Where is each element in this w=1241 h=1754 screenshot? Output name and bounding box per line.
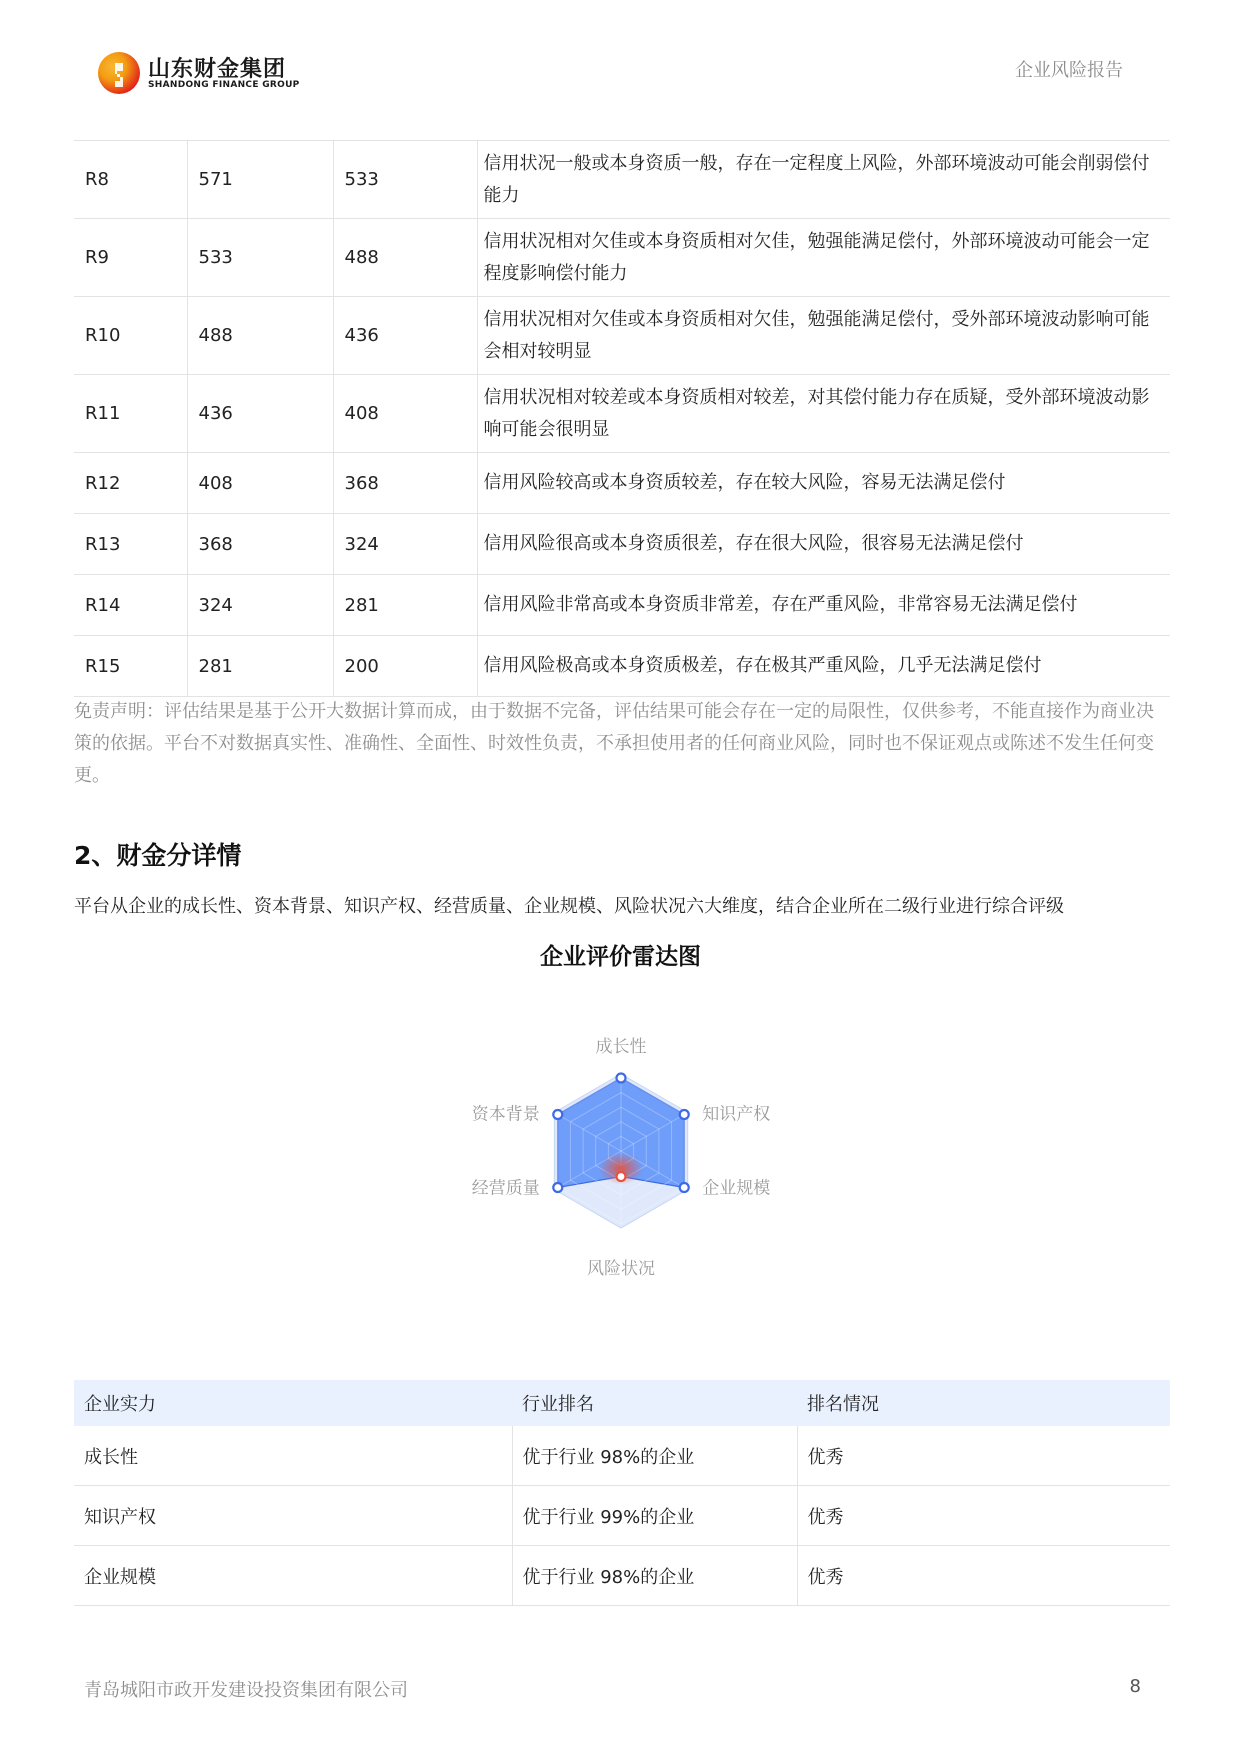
- report-title: 企业风险报告: [1015, 60, 1123, 81]
- section-description: 平台从企业的成长性、资本背景、知识产权、经营质量、企业规模、风险状况六大维度，结合企业所在二级行业进行综合评级: [74, 896, 1064, 917]
- company-logo: [98, 50, 398, 100]
- column-header: 排名情况: [797, 1380, 1170, 1426]
- column-header: 行业排名: [512, 1380, 797, 1426]
- radar-point: [617, 1074, 626, 1083]
- grade-cell: R9: [74, 219, 187, 297]
- credit-grade-table: [74, 140, 1170, 697]
- grade-cell: R13: [74, 514, 187, 575]
- chart-title: 企业评价雷达图: [540, 944, 701, 970]
- radar-axis-label: 资本背景: [471, 1104, 540, 1125]
- radar-point: [553, 1110, 562, 1119]
- table-row: [74, 1486, 1170, 1546]
- description-cell: 信用风险非常高或本身资质非常差，存在严重风险，非常容易无法满足偿付: [477, 575, 1170, 636]
- lower-score-cell: 324: [333, 514, 477, 575]
- radar-point: [680, 1110, 689, 1119]
- grade-cell: R12: [74, 453, 187, 514]
- table-row: [74, 1546, 1170, 1606]
- table-row: [74, 514, 1170, 575]
- ranking-table: [74, 1380, 1170, 1606]
- table-row: [74, 575, 1170, 636]
- upper-score-cell: 436: [187, 375, 333, 453]
- radar-axis-label: 成长性: [595, 1037, 647, 1057]
- grade-cell: R10: [74, 297, 187, 375]
- rank-status-cell: 优秀: [797, 1546, 1170, 1606]
- description-cell: 信用状况相对欠佳或本身资质相对欠佳，勉强能满足偿付，受外部环境波动影响可能会相对较明显: [477, 297, 1170, 375]
- upper-score-cell: 368: [187, 514, 333, 575]
- description-cell: 信用状况相对欠佳或本身资质相对欠佳，勉强能满足偿付，外部环境波动可能会一定程度影响偿付能力: [477, 219, 1170, 297]
- description-cell: 信用风险很高或本身资质很差，存在很大风险，很容易无法满足偿付: [477, 514, 1170, 575]
- radar-chart: [420, 1030, 820, 1310]
- disclaimer-text: 免责声明：评估结果是基于公开大数据计算而成，由于数据不完备，评估结果可能会存在一定的局限性，仅供参考，不能直接作为商业决策的依据。平台不对数据真实性、准确性、全面性、时效性负责，不承担使用者的任何商业风险，同时也不保证观点或陈述不发生任何变更。: [74, 701, 1154, 786]
- industry-rank-cell: 优于行业 98%的企业: [512, 1426, 797, 1486]
- grade-cell: R15: [74, 636, 187, 697]
- page-number: 8: [1129, 1676, 1141, 1697]
- dimension-cell: 知识产权: [74, 1486, 512, 1546]
- radar-axis-label: 企业规模: [702, 1178, 771, 1199]
- logo-emblem-icon: [98, 52, 140, 94]
- radar-point: [617, 1172, 626, 1181]
- radar-axis-label: 经营质量: [471, 1178, 540, 1199]
- lower-score-cell: 408: [333, 375, 477, 453]
- lower-score-cell: 533: [333, 141, 477, 219]
- table-row: [74, 1426, 1170, 1486]
- radar-axis-label: 知识产权: [702, 1104, 771, 1125]
- upper-score-cell: 281: [187, 636, 333, 697]
- logo-text-cn: 山东财金集团: [148, 57, 287, 82]
- logo-text-en: SHANDONG FINANCE GROUP: [148, 80, 300, 90]
- page-header: [0, 0, 1241, 130]
- upper-score-cell: 488: [187, 297, 333, 375]
- table-row: [74, 636, 1170, 697]
- radar-point: [553, 1183, 562, 1192]
- description-cell: 信用状况相对较差或本身资质相对较差，对其偿付能力存在质疑，受外部环境波动影响可能会很明显: [477, 375, 1170, 453]
- rank-status-cell: 优秀: [797, 1426, 1170, 1486]
- dimension-cell: 企业规模: [74, 1546, 512, 1606]
- dimension-cell: 成长性: [74, 1426, 512, 1486]
- industry-rank-cell: 优于行业 99%的企业: [512, 1486, 797, 1546]
- table-row: [74, 297, 1170, 375]
- table-row: [74, 375, 1170, 453]
- table-row: [74, 141, 1170, 219]
- description-cell: 信用风险较高或本身资质较差，存在较大风险，容易无法满足偿付: [477, 453, 1170, 514]
- column-header: 企业实力: [74, 1380, 512, 1426]
- upper-score-cell: 571: [187, 141, 333, 219]
- lower-score-cell: 281: [333, 575, 477, 636]
- table-header-row: [74, 1380, 1170, 1426]
- industry-rank-cell: 优于行业 98%的企业: [512, 1546, 797, 1606]
- description-cell: 信用风险极高或本身资质极差，存在极其严重风险，几乎无法满足偿付: [477, 636, 1170, 697]
- footer-company-name: 青岛城阳市政开发建设投资集团有限公司: [84, 1680, 408, 1701]
- rank-status-cell: 优秀: [797, 1486, 1170, 1546]
- upper-score-cell: 533: [187, 219, 333, 297]
- radar-axis-label: 风险状况: [587, 1259, 655, 1279]
- table-row: [74, 219, 1170, 297]
- upper-score-cell: 408: [187, 453, 333, 514]
- lower-score-cell: 200: [333, 636, 477, 697]
- description-cell: 信用状况一般或本身资质一般，存在一定程度上风险，外部环境波动可能会削弱偿付能力: [477, 141, 1170, 219]
- table-row: [74, 453, 1170, 514]
- lower-score-cell: 436: [333, 297, 477, 375]
- lower-score-cell: 488: [333, 219, 477, 297]
- grade-cell: R11: [74, 375, 187, 453]
- grade-cell: R8: [74, 141, 187, 219]
- radar-point: [680, 1183, 689, 1192]
- upper-score-cell: 324: [187, 575, 333, 636]
- grade-cell: R14: [74, 575, 187, 636]
- lower-score-cell: 368: [333, 453, 477, 514]
- section-title: 2、财金分详情: [74, 841, 242, 870]
